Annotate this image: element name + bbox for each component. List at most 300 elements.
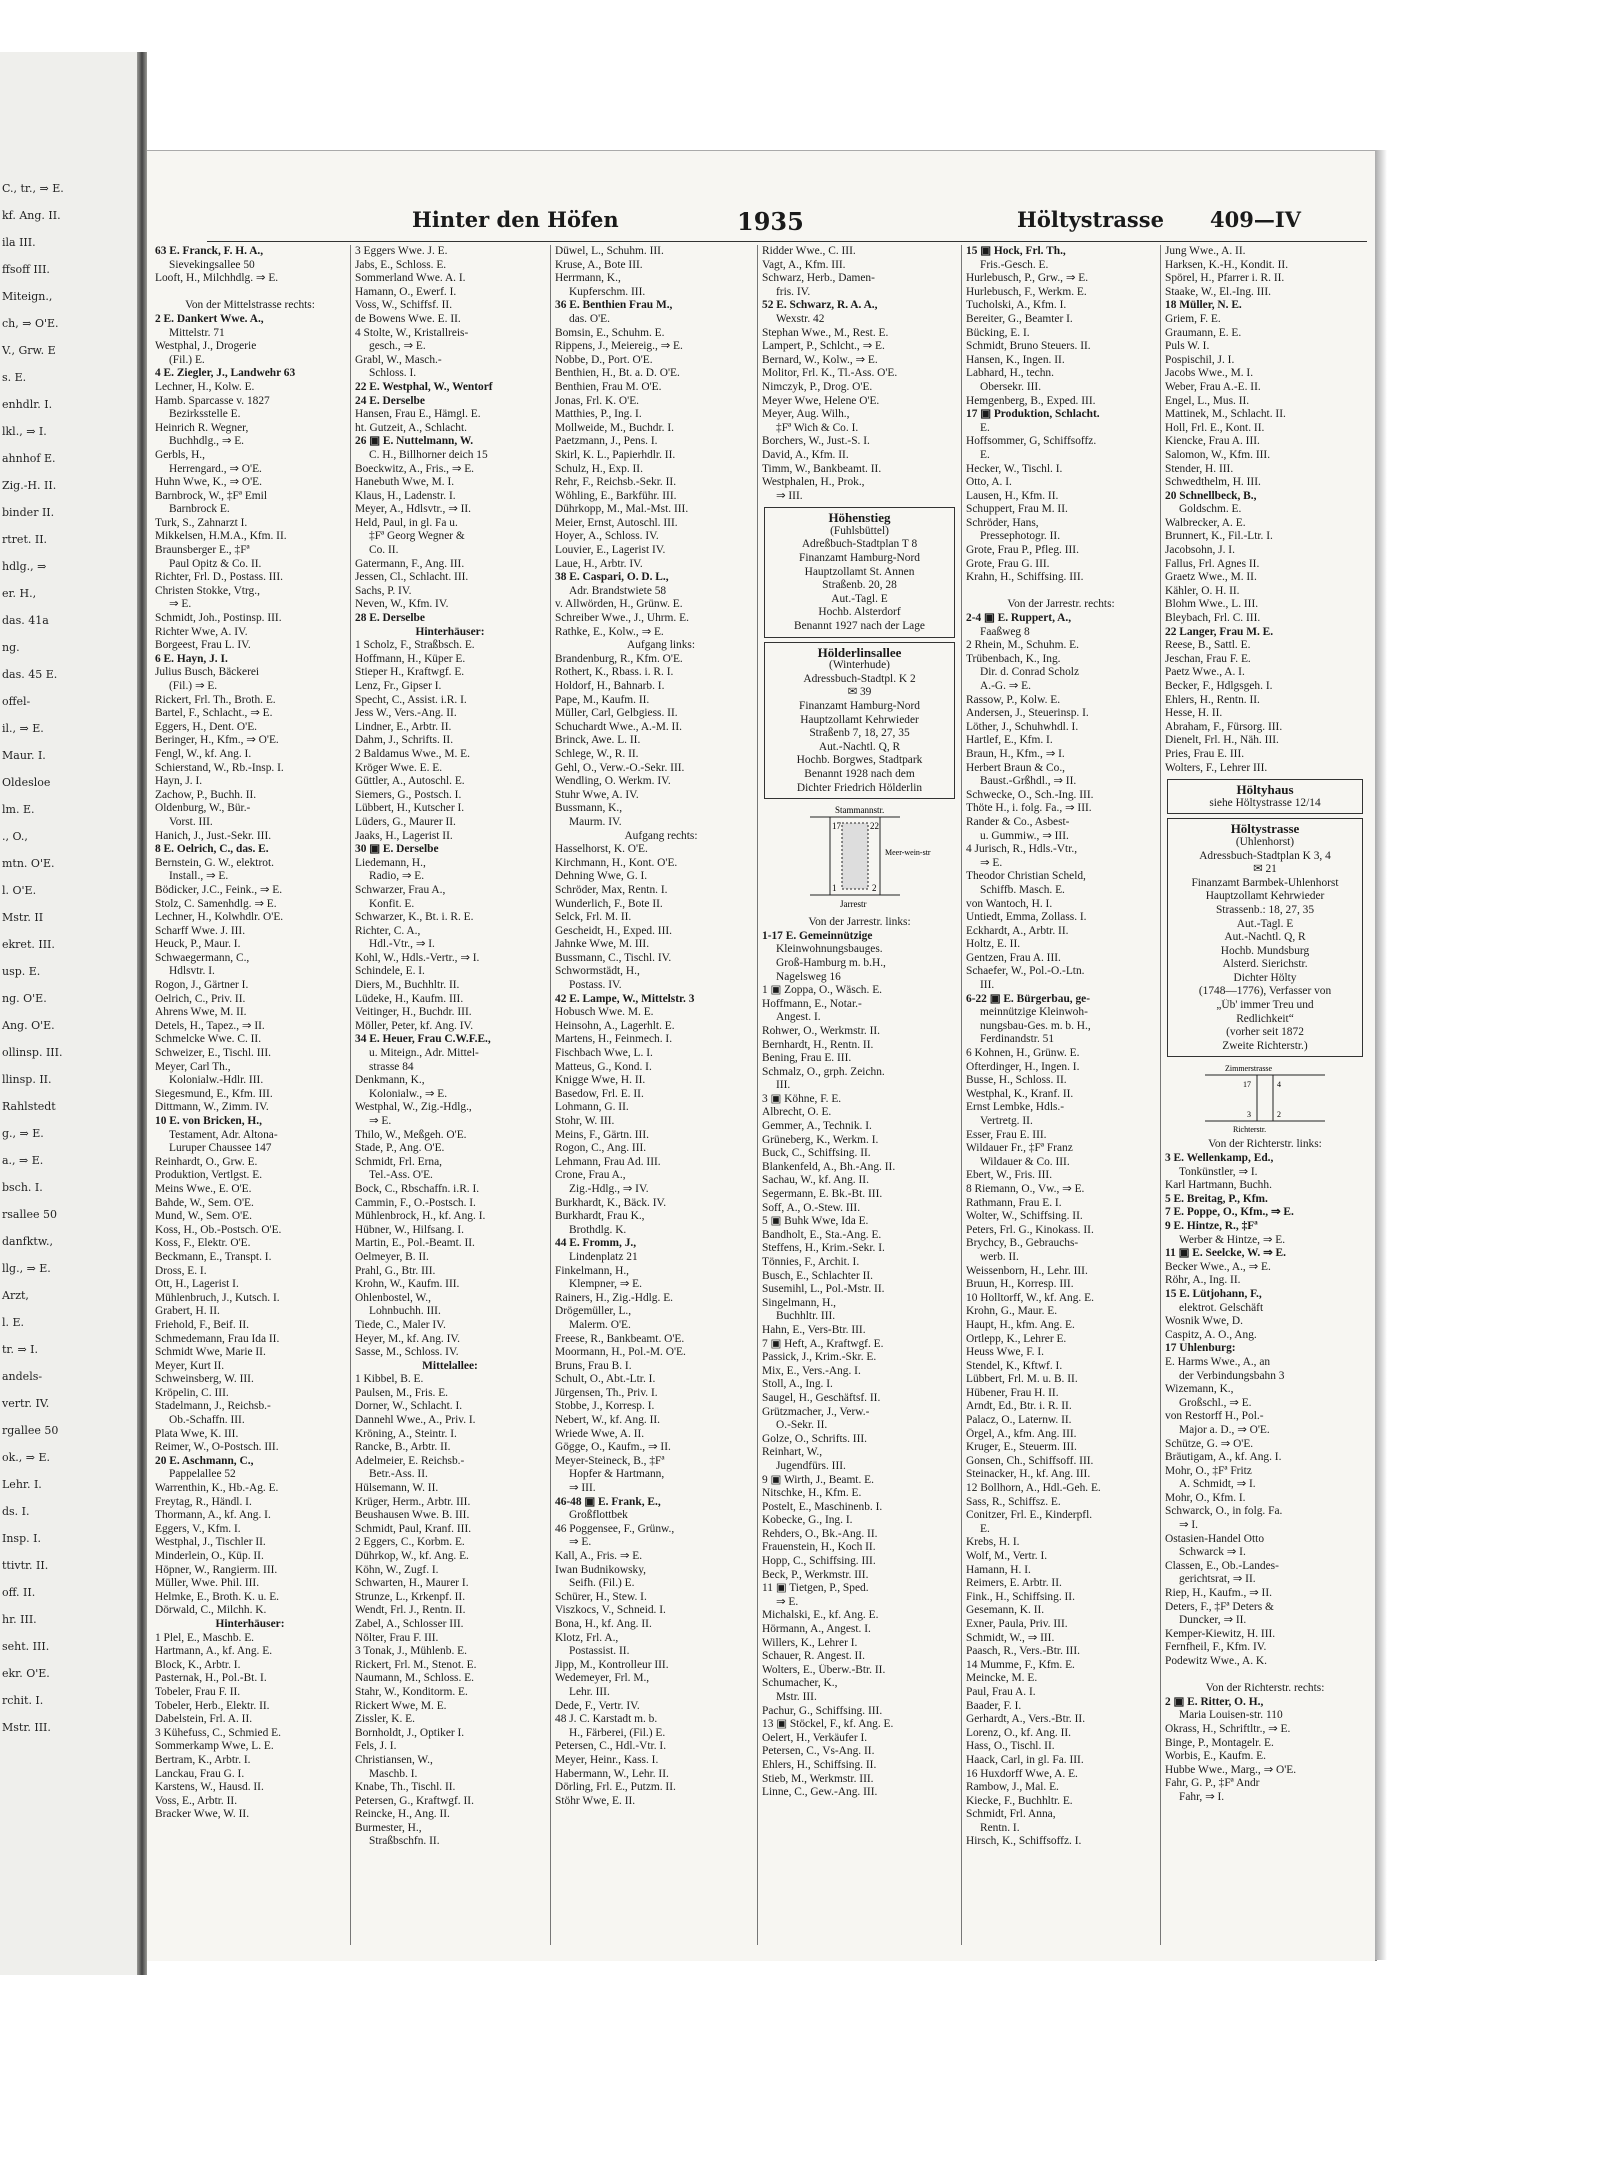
resident-entry: Molitor, Frl. K., Tl.-Ass. O'E. xyxy=(762,367,898,380)
left-page-text: mtn. O'E. xyxy=(2,857,55,870)
resident-entry: Dehning Wwe, G. I. xyxy=(555,870,648,883)
resident-entry: Hurlebusch, F., Werkm. E. xyxy=(966,285,1087,298)
resident-entry: Bernhardt, H., Rentn. II. xyxy=(762,1038,874,1051)
resident-entry: Bening, Frau E. III. xyxy=(762,1052,852,1065)
resident-entry: Meins, F., Gärtn. III. xyxy=(555,1128,649,1141)
resident-entry: Esser, Frau E. III. xyxy=(966,1128,1047,1141)
resident-entry: Wöhling, E., Barkführ. III. xyxy=(555,489,677,502)
left-page-text: ila III. xyxy=(2,236,36,249)
resident-entry: Kröpelin, C. III. xyxy=(155,1386,229,1399)
resident-entry: Dörwald, C., Milchh. K. xyxy=(155,1604,267,1617)
resident-entry: Jung Wwe., A. II. xyxy=(1165,245,1246,257)
resident-entry: Jonas, Frl. K. O'E. xyxy=(555,394,640,407)
resident-entry: Meyer Wwe, Helene O'E. xyxy=(762,394,880,407)
resident-entry: Oldenburg, W., Bür.- xyxy=(155,802,251,815)
resident-entry: Mühlenbrock, H., kf. Ang. I. xyxy=(355,1210,486,1223)
resident-entry: Dannehl Wwe., A., Priv. I. xyxy=(355,1414,476,1427)
resident-entry: Graetz Wwe., M. II. xyxy=(1165,571,1257,584)
resident-entry: Buck, C., Schiffsing. II. xyxy=(762,1147,871,1160)
left-page-text: Arzt, xyxy=(2,1289,29,1302)
resident-entry: Freese, R., Bankbeamt. O'E. xyxy=(555,1332,685,1345)
resident-entry: Julius Busch, Bäckerei xyxy=(155,666,260,679)
resident-entry: E. xyxy=(980,421,990,434)
resident-entry: Vagt, A., Kfm. III. xyxy=(762,258,846,271)
resident-entry: 5 ▣ Buhk Wwe, Ida E. xyxy=(762,1215,869,1228)
street-info-line: Aut.-Tagl. E xyxy=(1236,917,1294,930)
district-name: (Uhlenhorst) xyxy=(1235,835,1295,848)
resident-entry: Puls W. I. xyxy=(1165,340,1210,353)
resident-entry: Bereiter, G., Beamter I. xyxy=(966,312,1073,325)
street-info-box-hoelderlinsallee xyxy=(764,642,955,800)
street-info-line: siehe Höltystrasse 12/14 xyxy=(1209,796,1321,809)
left-page-text: ttivtr. II. xyxy=(2,1559,49,1572)
resident-entry: Diers, M., Buchhltr. II. xyxy=(355,979,460,992)
resident-entry: Petersen, C., Hdl.-Vtr. I. xyxy=(555,1740,667,1753)
street-info-line: Benannt 1928 nach dem xyxy=(804,767,915,780)
resident-entry: Brychcy, B., Gebrauchs- xyxy=(966,1237,1079,1250)
resident-entry: Specht, C., Assist. i.R. I. xyxy=(355,693,467,706)
resident-entry: Wizemann, K., xyxy=(1165,1383,1234,1396)
resident-entry: Warrenthin, K., Hb.-Ag. E. xyxy=(155,1482,279,1495)
resident-entry: Soff, A., O.-Stew. III. xyxy=(762,1201,861,1214)
resident-entry: Bracker Wwe, W. II. xyxy=(155,1808,250,1821)
resident-entry: Kiencke, Frau A. III. xyxy=(1165,435,1260,448)
resident-entry: Ebert, W., Fris. III. xyxy=(966,1169,1053,1182)
resident-entry: Hecker, W., Tischl. I. xyxy=(966,462,1063,475)
left-page-text: Miteign., xyxy=(2,290,53,303)
resident-entry: elektrot. Gelschäft xyxy=(1179,1301,1264,1314)
resident-entry: Gentzen, Frau A. III. xyxy=(966,951,1061,964)
resident-entry: E. Harms Wwe., A., an xyxy=(1165,1355,1271,1368)
resident-entry: Schulz, H., Exp. II. xyxy=(555,462,643,475)
resident-entry: Schwarck, O., in folg. Fa. xyxy=(1165,1505,1283,1518)
resident-entry: Lanckau, Frau G. I. xyxy=(155,1767,245,1780)
resident-entry: Bandholt, E., Sta.-Ang. E. xyxy=(762,1228,882,1241)
left-page-text: Maur. I. xyxy=(2,749,46,762)
resident-entry: Pressephotogr. II. xyxy=(980,530,1061,543)
resident-entry: Lorenz, O., kf. Ang. II. xyxy=(966,1726,1072,1739)
resident-entry: Dabelstein, Frl. A. II. xyxy=(155,1713,253,1726)
resident-entry: Goldschm. E. xyxy=(1179,503,1242,516)
resident-entry: Vertretg. II. xyxy=(980,1115,1033,1127)
resident-entry: Abraham, F., Fürsorg. III. xyxy=(1165,720,1283,733)
resident-entry: Schult, O., Abt.-Ltr. I. xyxy=(555,1373,656,1386)
header-rule xyxy=(207,241,1367,242)
resident-entry: Hörmann, A., Angest. I. xyxy=(762,1623,871,1636)
resident-entry: Jabs, E., Schloss. E. xyxy=(355,258,447,271)
resident-entry: Martin, E., Pol.-Beamt. II. xyxy=(355,1237,475,1250)
resident-entry: Mohr, O., Kfm. I. xyxy=(1165,1491,1246,1504)
street-info-line: Finanzamt Hamburg-Nord xyxy=(799,552,920,565)
street-info-box-hoeltystrasse xyxy=(1167,818,1363,1057)
resident-entry: Laue, H., Arbtr. IV. xyxy=(555,557,643,570)
resident-entry: Ridder Wwe., C. III. xyxy=(762,245,856,257)
resident-entry: Jaaks, H., Lagerist II. xyxy=(355,829,453,842)
resident-entry: 10 Holltorff, W., kf. Ang. E. xyxy=(966,1291,1094,1304)
resident-entry: A.-G. ⇒ E. xyxy=(980,680,1031,692)
resident-entry: Griem, F. E. xyxy=(1165,312,1221,325)
street-info-line: Adressbuch-Stadtpl. K 2 xyxy=(803,672,916,685)
resident-entry: Hanebuth Wwe, M. I. xyxy=(355,476,455,489)
resident-entry: Install., ⇒ E. xyxy=(169,870,229,883)
resident-entry: Zabel, A., Schlosser III. xyxy=(355,1617,464,1630)
resident-entry: Jipp, M., Kontrolleur III. xyxy=(555,1658,669,1671)
resident-entry: Holdorf, H., Bahnarb. I. xyxy=(555,680,665,692)
resident-entry: Schauer, R. Angest. II. xyxy=(762,1650,865,1663)
resident-entry: Vorst. III. xyxy=(169,815,213,828)
resident-entry: Hemgenberg, B., Exped. III. xyxy=(966,394,1096,407)
house-number-entry: 24 E. Derselbe xyxy=(355,394,425,407)
left-page-text: tr. ⇒ I. xyxy=(2,1343,39,1356)
resident-entry: 8 Riemann, O., Vw., ⇒ E. xyxy=(966,1182,1085,1195)
left-page-fragment xyxy=(0,52,140,1975)
resident-entry: Podewitz Wwe., A. K. xyxy=(1165,1655,1267,1667)
resident-entry: Maschb. I. xyxy=(369,1767,418,1780)
resident-entry: Schuchardt Wwe., A.-M. II. xyxy=(555,720,682,733)
left-page-text: off. II. xyxy=(2,1586,36,1599)
section-heading: Aufgang rechts: xyxy=(624,829,698,842)
resident-entry: Siemers, G., Postsch. I. xyxy=(355,788,462,801)
resident-entry: Prahl, G., Btr. III. xyxy=(355,1264,436,1277)
street-info-line: (1748—1776), Verfasser von xyxy=(1198,985,1332,998)
resident-entry: Jugendfürs. III. xyxy=(776,1459,846,1472)
street-info-line: Adressbuch-Stadtplan K 3, 4 xyxy=(1199,849,1331,862)
resident-entry: Wolters, F., Lehrer III. xyxy=(1165,761,1268,774)
resident-entry: Dir. d. Conrad Scholz xyxy=(980,666,1080,679)
resident-entry: Maurm. IV. xyxy=(569,815,622,828)
map-label: Stammannstr. xyxy=(834,805,884,816)
resident-entry: Buchhltr. III. xyxy=(776,1310,836,1323)
resident-entry: Ehlers, H., Rentn. II. xyxy=(1165,693,1260,706)
left-page-text: ng. xyxy=(2,641,20,654)
left-page-text: rchit. I. xyxy=(2,1694,44,1707)
resident-entry: Bussmann, K., xyxy=(555,802,623,815)
resident-entry: Thilo, W., Meßgeh. O'E. xyxy=(355,1128,467,1141)
resident-entry: Holtz, E. II. xyxy=(966,938,1021,951)
resident-entry: Bertram, K., Arbtr. I. xyxy=(155,1753,251,1766)
house-number: 1 xyxy=(831,883,836,894)
resident-entry: Wildauer Fr., ‡Fª Franz xyxy=(966,1142,1073,1155)
resident-entry xyxy=(155,286,345,300)
resident-entry: Binge, P., Montagelr. E. xyxy=(1165,1736,1274,1749)
resident-entry: E. xyxy=(980,448,990,461)
resident-entry: 48 J. C. Karstadt m. b. xyxy=(555,1713,658,1726)
resident-entry: Beck, P., Werkmstr. III. xyxy=(762,1568,869,1581)
house-number-entry: Hinterhäuser: xyxy=(415,625,485,638)
resident-entry: Klempner, ⇒ E. xyxy=(569,1278,642,1291)
resident-entry: Schuppert, Frau M. II. xyxy=(966,503,1068,516)
section-heading: Von der Jarrestr. rechts: xyxy=(1007,598,1115,611)
street-info-line: Straßenb. 20, 28 xyxy=(822,579,897,592)
resident-entry: Zachow, P., Buchh. II. xyxy=(155,788,257,801)
resident-entry: Lehmann, Frau Ad. III. xyxy=(555,1155,661,1168)
resident-entry: Richter, Frl. D., Postass. III. xyxy=(155,571,283,584)
resident-entry: Hoyer, A., Schloss. IV. xyxy=(555,530,659,543)
resident-entry: Classen, E., Ob.-Landes- xyxy=(1165,1559,1279,1572)
resident-entry: Kohl, W., Hdls.-Vertr., ⇒ I. xyxy=(355,951,480,964)
book-gutter xyxy=(137,52,147,1975)
left-page-text: Oldesloe xyxy=(2,776,51,789)
resident-entry: Postelt, E., Maschinenb. I. xyxy=(762,1500,883,1513)
resident-entry: Schmidt Wwe, Marie II. xyxy=(155,1346,266,1359)
house-number-entry: 7 E. Poppe, O., Kfm., ⇒ E. xyxy=(1165,1206,1294,1219)
resident-entry: Betr.-Ass. II. xyxy=(369,1468,428,1481)
resident-entry: Mollweide, M., Buchdr. I. xyxy=(555,421,674,434)
left-page-text: ng. O'E. xyxy=(2,992,47,1005)
resident-entry: Gatermann, F., Ang. III. xyxy=(355,557,465,570)
resident-entry: Borchers, W., Just.-S. I. xyxy=(762,435,870,448)
resident-entry: Reinhart, W., xyxy=(762,1446,823,1459)
resident-entry: Reinhardt, O., Grw. E. xyxy=(155,1155,258,1168)
resident-entry: Bornholdt, J., Optiker I. xyxy=(355,1726,465,1739)
resident-entry: Willers, K., Lehrer I. xyxy=(762,1636,858,1649)
resident-entry: Liedemann, H., xyxy=(355,856,426,869)
resident-entry: Thormann, A., kf. Ang. I. xyxy=(155,1509,271,1522)
resident-entry: das. O'E. xyxy=(569,312,610,325)
resident-entry xyxy=(966,585,1156,599)
resident-entry: Wriede Wwe, A. II. xyxy=(555,1427,645,1440)
resident-entry: Lüdeke, H., Kaufm. III. xyxy=(355,992,464,1005)
resident-entry: 1 Scholz, F., Straßbsch. E. xyxy=(355,639,475,652)
resident-entry: Barnbrock E. xyxy=(169,503,230,516)
resident-entry: Kröning, A., Steintr. I. xyxy=(355,1427,457,1440)
house-number-entry: 10 E. von Bricken, H., xyxy=(155,1115,262,1127)
resident-entry: Angest. I. xyxy=(776,1011,821,1024)
resident-entry: Otto, A. I. xyxy=(966,476,1012,489)
resident-entry: Mühlenbruch, J., Kutsch. I. xyxy=(155,1291,280,1304)
resident-entry: Meyer, Heinr., Kass. I. xyxy=(555,1753,659,1766)
resident-entry: Gögge, O., Kaufm., ⇒ II. xyxy=(555,1441,671,1454)
resident-entry: Matthies, P., Ing. I. xyxy=(555,408,642,421)
resident-entry: Kleinwohnungsbauges. xyxy=(776,943,883,956)
resident-entry: Schmidt, Paul, Kranf. III. xyxy=(355,1522,472,1535)
resident-entry: Baust.-Grßhdl., ⇒ II. xyxy=(980,775,1077,788)
resident-entry: 6 Kohnen, H., Grünw. E. xyxy=(966,1047,1080,1060)
resident-entry: Schwaegermann, C., xyxy=(155,951,250,964)
resident-entry: 2 Baldamus Wwe., M. E. xyxy=(355,747,470,760)
street-info-line: Hochb. Borgwes, Stadtpark xyxy=(796,754,923,767)
resident-entry: fris. IV. xyxy=(776,285,811,298)
resident-entry: Siegesmund, E., Kfm. III. xyxy=(155,1087,273,1100)
resident-entry: Konfit. E. xyxy=(369,897,415,910)
resident-entry: 1 Kibbel, B. E. xyxy=(355,1373,424,1386)
resident-entry: 3 Eggers Wwe. J. E. xyxy=(355,245,448,257)
resident-entry: Meincke, M. E. xyxy=(966,1672,1038,1685)
resident-entry: III. xyxy=(776,1079,791,1092)
resident-entry: Rickert Wwe, M. E. xyxy=(355,1699,447,1712)
resident-entry: Stöhr Wwe, E. II. xyxy=(555,1794,636,1807)
house-number-entry: 63 E. Franck, F. H. A., xyxy=(155,245,264,257)
resident-entry: Haack, Carl, in gl. Fa. III. xyxy=(966,1753,1084,1766)
resident-entry: ⇒ III. xyxy=(569,1482,596,1495)
left-page-text: ch, ⇒ O'E. xyxy=(2,317,59,330)
resident-entry: Kiecke, F., Buchhltr. E. xyxy=(966,1794,1073,1807)
street-info-line: Dichter Friedrich Hölderlin xyxy=(796,781,923,794)
resident-entry: Beushausen Wwe. B. III. xyxy=(355,1509,470,1522)
resident-entry: Brinck, Awe. L. II. xyxy=(555,734,641,747)
left-page-text: Ang. O'E. xyxy=(2,1019,55,1032)
resident-entry: Lübbert, Frl. M. u. B. II. xyxy=(966,1373,1078,1386)
resident-entry: Rathmann, Frau E. I. xyxy=(966,1196,1062,1209)
street-info-line: Aut.-Nachtl. Q, R xyxy=(1224,931,1306,944)
left-page-text: Mstr. II xyxy=(2,911,44,924)
left-page-text: kf. Ang. II. xyxy=(2,209,61,222)
resident-entry: Weissenborn, H., Lehr. III. xyxy=(966,1264,1088,1277)
resident-entry: Hamb. Sparcasse v. 1827 xyxy=(155,394,270,407)
resident-entry: Pape, M., Kaufm. II. xyxy=(555,693,650,706)
left-page-text: Rahlstedt xyxy=(2,1100,56,1113)
resident-entry: Huhn Wwe, K., ⇒ O'E. xyxy=(155,476,262,489)
resident-entry: Koss, F., Elektr. O'E. xyxy=(155,1237,251,1250)
resident-entry: Louvier, E., Lagerist IV. xyxy=(555,544,666,557)
resident-entry: Röhr, A., Ing. II. xyxy=(1165,1274,1241,1287)
resident-entry: Eckhardt, A., Arbtr. II. xyxy=(966,924,1069,937)
resident-entry: Bruns, Frau B. I. xyxy=(555,1359,632,1372)
street-info-line: Benannt 1927 nach der Lage xyxy=(794,620,925,633)
house-number-entry: 20 Schnellbeck, B., xyxy=(1165,489,1257,502)
house-number-entry: 38 E. Caspari, O. D. L., xyxy=(555,571,669,584)
left-page-text: hr. III. xyxy=(2,1613,37,1626)
page-header xyxy=(147,151,1375,236)
resident-entry: Großflottbek xyxy=(569,1509,628,1522)
resident-entry: Schweizer, E., Tischl. III. xyxy=(155,1047,271,1060)
resident-entry: Bernard, W., Kolw., ⇒ E. xyxy=(762,353,878,366)
page-number: 409—IV xyxy=(1210,207,1301,232)
street-info-line: Adreßbuch-Stadtplan T 8 xyxy=(801,538,918,551)
resident-entry: H., Färberei, (Fil.) E. xyxy=(569,1726,666,1739)
resident-entry: Andersen, J., Steuerinsp. I. xyxy=(966,707,1089,720)
resident-entry: Adelmeier, E. Reichsb.- xyxy=(355,1454,465,1467)
resident-entry: Grabl, W., Masch.- xyxy=(355,353,442,366)
resident-entry: Lohmann, G. II. xyxy=(555,1101,629,1114)
resident-entry: Obersekr. III. xyxy=(980,380,1042,393)
resident-entry: Kähler, O. H. II. xyxy=(1165,584,1240,597)
year: 1935 xyxy=(737,207,804,236)
resident-entry: Riep, H., Kaufm., ⇒ II. xyxy=(1165,1587,1272,1600)
left-page-text: usp. E. xyxy=(2,965,41,978)
house-number: 2 xyxy=(1277,1110,1281,1120)
resident-entry: Gerhardt, A., Vers.-Btr. II. xyxy=(966,1713,1086,1726)
map-label: Meer-wein-str xyxy=(884,848,931,858)
resident-entry: Fernfheil, F., Kfm. IV. xyxy=(1165,1641,1267,1654)
resident-entry: Ofterdinger, H., Ingen. I. xyxy=(966,1060,1080,1073)
house-number-entry: 15 E. Lütjohann, F., xyxy=(1165,1287,1262,1300)
resident-entry: Sasse, M., Schloss. IV. xyxy=(355,1346,459,1359)
map-label: Zimmerstrasse xyxy=(1225,1064,1273,1074)
street-info-line: Redlichkeit“ xyxy=(1236,1012,1294,1025)
street-info-line: ✉ 21 xyxy=(1253,863,1277,876)
resident-entry: Busch, E., Schlachter II. xyxy=(762,1269,874,1282)
resident-entry: Barnbrock, W., ‡Fª Emil xyxy=(155,489,267,502)
resident-entry: Fink., H., Schiffsing. II. xyxy=(966,1590,1075,1603)
left-page-text: llinsp. II. xyxy=(2,1073,52,1086)
house-number: 17 xyxy=(831,821,841,832)
resident-entry: Hdl.-Vtr., ⇒ I. xyxy=(369,938,435,951)
resident-entry: Kolonialw.-Hdlr. III. xyxy=(169,1074,264,1087)
column-divider xyxy=(550,245,551,1945)
resident-entry: ⇒ III. xyxy=(776,489,803,502)
house-number-entry: 17 Uhlenburg: xyxy=(1165,1342,1236,1355)
resident-entry: Westphal, K., Kranf. II. xyxy=(966,1087,1074,1100)
resident-entry: Burmester, H., xyxy=(355,1821,422,1834)
address-book-page xyxy=(147,150,1377,1961)
resident-entry: Deters, F., ‡Fª Deters & xyxy=(1165,1600,1274,1613)
resident-entry: Tobeler, Frau F. II. xyxy=(155,1685,241,1698)
resident-entry: Bödicker, J.C., Feink., ⇒ E. xyxy=(155,883,283,896)
resident-entry: Knigge Wwe, H. II. xyxy=(555,1074,646,1087)
left-page-text: il., ⇒ E. xyxy=(2,722,44,735)
left-page-text: l. O'E. xyxy=(2,884,37,897)
resident-entry: Rathke, E., Kolw., ⇒ E. xyxy=(555,625,664,638)
map-label: Jarrestr xyxy=(839,899,866,910)
resident-entry: Palacz, O., Laternw. II. xyxy=(966,1414,1072,1427)
resident-entry: Theodor Christian Scheld, xyxy=(966,870,1086,883)
resident-entry: Karl Hartmann, Buchh. xyxy=(1165,1179,1272,1192)
resident-entry: Produktion, Vertlgst. E. xyxy=(155,1169,263,1182)
resident-entry: Schiffb. Masch. E. xyxy=(980,883,1065,896)
street-info-box-hoeltyhaus xyxy=(1167,779,1363,814)
section-heading: Von der Richterstr. rechts: xyxy=(1205,1682,1325,1695)
resident-entry: Steffens, H., Krim.-Sekr. I. xyxy=(762,1242,885,1255)
resident-entry: Engel, L., Mus. II. xyxy=(1165,394,1250,407)
resident-entry: Rohwer, O., Werkmstr. II. xyxy=(762,1024,880,1037)
resident-entry: u. Gummiw., ⇒ III. xyxy=(980,829,1069,842)
left-page-text: hdlg., ⇒ xyxy=(2,560,47,573)
left-page-text: C., tr., ⇒ E. xyxy=(2,182,64,195)
resident-entry: Stieb, M., Werkmstr. III. xyxy=(762,1772,874,1785)
house-number-entry: 46-48 ▣ E. Frank, E., xyxy=(555,1495,661,1508)
resident-entry: Albrecht, O. E. xyxy=(762,1106,832,1119)
resident-entry: Pappelallee 52 xyxy=(169,1468,236,1481)
resident-entry: Exner, Paula, Priv. III. xyxy=(966,1617,1068,1630)
left-page-text: rsallee 50 xyxy=(2,1208,58,1221)
resident-entry: ⇒ E. xyxy=(980,856,1003,869)
resident-entry: 3 ▣ Köhne, F. E. xyxy=(762,1092,842,1105)
resident-entry: Hubbe Wwe., Marg., ⇒ O'E. xyxy=(1165,1763,1297,1776)
resident-entry: Arndt, Ed., Btr. i. R. II. xyxy=(966,1400,1072,1413)
resident-entry: Stieper H., Kraftwgf. E. xyxy=(355,666,465,679)
resident-entry: Kruger, E., Steuerm. III. xyxy=(966,1441,1077,1454)
resident-entry: Hartmann, A., kf. Ang. E. xyxy=(155,1645,273,1658)
resident-entry: ‡Fª Wich & Co. I. xyxy=(776,421,859,434)
resident-entry: Peters, Frl. G., Kinokass. II. xyxy=(966,1223,1094,1236)
resident-entry: Passick, J., Krim.-Skr. E. xyxy=(762,1351,877,1364)
resident-entry: 9 ▣ Wirth, J., Beamt. E. xyxy=(762,1473,874,1486)
left-page-text: das. 41a xyxy=(2,614,49,627)
resident-entry: Hayn, J. I. xyxy=(155,775,203,788)
street-range-end: Höltystrasse xyxy=(1017,207,1164,232)
resident-entry: Skirl, K. L., Papierhdlr. II. xyxy=(555,448,676,461)
resident-entry: ⇒ E. xyxy=(569,1536,592,1549)
house-number-entry: 36 E. Benthien Frau M., xyxy=(555,299,673,312)
resident-entry: Lausen, H., Kfm. II. xyxy=(966,489,1059,502)
left-page-text: ekret. III. xyxy=(2,938,55,951)
resident-entry: Hübener, Frau H. II. xyxy=(966,1386,1059,1399)
resident-entry: Grüneberg, K., Werkm. I. xyxy=(762,1133,879,1146)
resident-entry: 2 Eggers, C., Korbm. E. xyxy=(355,1536,465,1549)
street-title: Höltyhaus xyxy=(1236,782,1294,798)
resident-entry: Pospischil, J. I. xyxy=(1165,353,1235,366)
resident-entry: Schindele, E. I. xyxy=(355,965,425,978)
resident-entry: Tiede, C., Maler IV. xyxy=(355,1318,446,1331)
resident-entry: Schröder, Hans, xyxy=(966,516,1039,529)
resident-entry: Meyer, Carl Th., xyxy=(155,1060,231,1073)
resident-entry: Fahr, ⇒ I. xyxy=(1179,1790,1225,1803)
house-number-entry: 8 E. Oelrich, C., das. E. xyxy=(155,843,269,856)
resident-entry: Westphal, J., Tischler II. xyxy=(155,1536,266,1549)
resident-entry: Bomsin, E., Schuhm. E. xyxy=(555,326,665,339)
resident-entry: Dittmann, W., Zimm. IV. xyxy=(155,1101,269,1114)
